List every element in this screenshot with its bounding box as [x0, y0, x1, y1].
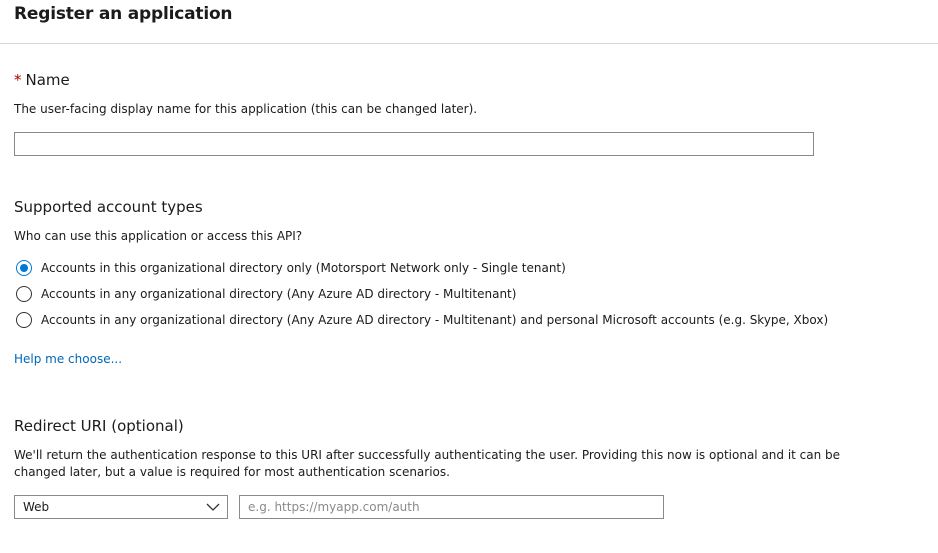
account-type-label: Accounts in this organizational directory only (Motorsport Network only - Single tenant) [41, 261, 566, 275]
name-description: The user-facing display name for this application (this can be changed later). [14, 102, 478, 116]
account-type-option-multitenant[interactable] [14, 284, 516, 304]
redirect-uri-description-line1: We'll return the authentication response to this URI after successfully authenticating the user. Providing this now is optional and it can be [14, 448, 841, 462]
name-heading [14, 71, 70, 89]
page-header [0, 0, 938, 44]
name-heading-label: Name [25, 71, 70, 89]
radio-unselected-icon[interactable] [16, 312, 32, 328]
redirect-uri-input[interactable] [239, 495, 664, 519]
radio-unselected-icon[interactable] [16, 286, 32, 302]
account-types-heading: Supported account types [14, 198, 203, 216]
account-types-question: Who can use this application or access this API? [14, 229, 303, 243]
required-marker: * [14, 71, 22, 89]
page-title: Register an application [14, 4, 233, 24]
account-type-label: Accounts in any organizational directory (Any Azure AD directory - Multitenant) [41, 287, 517, 301]
account-type-option-multitenant-personal[interactable] [14, 310, 828, 330]
platform-select[interactable] [14, 495, 228, 519]
radio-selected-icon[interactable] [16, 260, 32, 276]
platform-select-value: Web [23, 500, 50, 514]
redirect-uri-description-line2: changed later, but a value is required for most authentication scenarios. [14, 465, 450, 479]
help-me-choose-link[interactable]: Help me choose... [14, 352, 123, 366]
account-type-option-single-tenant[interactable] [14, 258, 566, 278]
redirect-uri-heading: Redirect URI (optional) [14, 417, 184, 435]
name-input[interactable] [14, 132, 814, 156]
account-type-label: Accounts in any organizational directory (Any Azure AD directory - Multitenant) and personal Microsoft accounts (e.g. Skype, Xbox) [41, 313, 829, 327]
chevron-down-icon [206, 500, 220, 514]
